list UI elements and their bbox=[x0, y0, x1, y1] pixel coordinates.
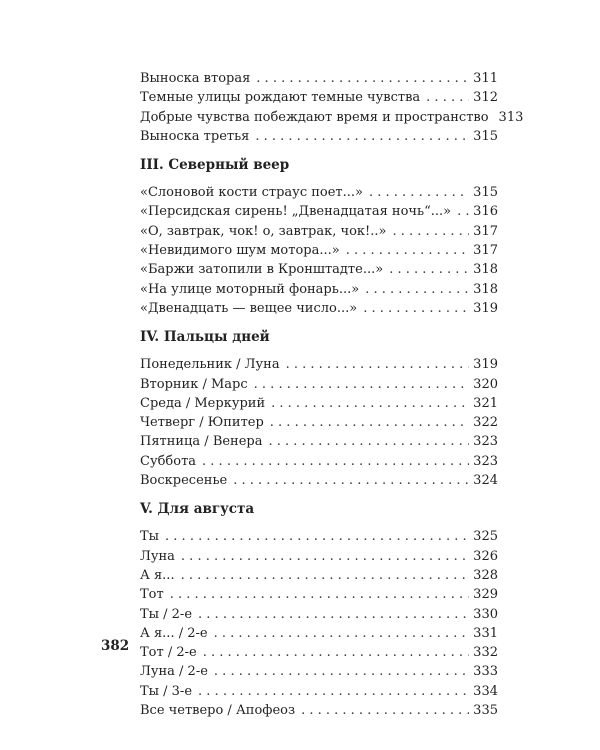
section-heading: V. Для августа bbox=[140, 501, 255, 518]
toc-entry bbox=[140, 202, 498, 221]
toc-entry bbox=[140, 394, 498, 413]
dot-leader bbox=[301, 701, 469, 720]
toc-entry bbox=[140, 413, 498, 432]
toc-entry bbox=[140, 471, 498, 490]
dot-leader bbox=[181, 547, 469, 566]
dot-leader bbox=[346, 241, 469, 260]
entry-title: Все четверо / Апофеоз bbox=[140, 703, 296, 719]
entry-page-number: 320 bbox=[473, 376, 498, 392]
entry-page-number: 335 bbox=[473, 703, 498, 719]
entry-title: «О, завтрак, чок! о, завтрак, чок!..» bbox=[140, 223, 387, 239]
entry-page-number: 330 bbox=[473, 606, 498, 622]
toc-entry bbox=[140, 452, 498, 471]
entry-page-number: 312 bbox=[473, 90, 498, 106]
entry-page-number: 323 bbox=[473, 434, 498, 450]
entry-title: «Персидская сирень! „Двенадцатая ночь“...» bbox=[140, 204, 452, 220]
entry-title: Суббота bbox=[140, 453, 197, 469]
dot-leader bbox=[271, 394, 469, 413]
entry-title: «Двенадцать — вещее число...» bbox=[140, 300, 358, 316]
entry-title: «Невидимого шум мотора...» bbox=[140, 243, 340, 259]
dot-leader bbox=[214, 662, 469, 681]
toc-section bbox=[140, 500, 498, 720]
dot-leader bbox=[181, 566, 470, 585]
page-number: 382 bbox=[101, 638, 130, 654]
toc-entry bbox=[140, 222, 498, 241]
entry-page-number: 315 bbox=[473, 185, 498, 201]
entry-page-number: 316 bbox=[473, 204, 498, 220]
entry-page-number: 311 bbox=[473, 71, 498, 86]
toc-entry bbox=[140, 127, 498, 146]
toc-entry bbox=[140, 280, 498, 299]
dot-leader bbox=[426, 88, 469, 107]
toc-entry bbox=[140, 662, 498, 681]
toc-entry bbox=[140, 547, 498, 566]
entry-title: Четверг / Юпитер bbox=[140, 415, 264, 431]
toc-entry bbox=[140, 605, 498, 624]
entry-page-number: 324 bbox=[473, 473, 498, 489]
toc-entry bbox=[140, 566, 498, 585]
toc-entry bbox=[140, 260, 498, 279]
dot-leader bbox=[270, 413, 469, 432]
dot-leader bbox=[198, 605, 469, 624]
entry-page-number: 331 bbox=[473, 625, 498, 641]
entry-title: «Баржи затопили в Кронштадте...» bbox=[140, 262, 384, 278]
entry-title: Добрые чувства побеждают время и пространство bbox=[140, 109, 489, 125]
toc-entry bbox=[140, 624, 498, 643]
dot-leader bbox=[202, 452, 469, 471]
entry-page-number: 318 bbox=[473, 262, 498, 278]
entry-title: Ты / 3-е bbox=[140, 683, 193, 699]
entry-page-number: 326 bbox=[473, 548, 498, 564]
entry-page-number: 317 bbox=[473, 243, 498, 259]
toc-entry bbox=[140, 527, 498, 546]
toc-entry bbox=[140, 69, 498, 88]
dot-leader bbox=[365, 280, 469, 299]
toc-entry bbox=[140, 88, 498, 107]
entry-title: «На улице моторный фонарь...» bbox=[140, 281, 360, 297]
entry-page-number: 323 bbox=[473, 453, 498, 469]
entry-title: Тот bbox=[140, 587, 164, 603]
dot-leader bbox=[170, 585, 469, 604]
toc-entry bbox=[140, 355, 498, 374]
toc-entry bbox=[140, 701, 498, 720]
dot-leader bbox=[269, 432, 470, 451]
table-of-contents bbox=[140, 69, 524, 720]
dot-leader bbox=[198, 682, 469, 701]
entry-title: Пятница / Венера bbox=[140, 434, 263, 450]
toc-entry bbox=[140, 108, 524, 127]
entry-title: Луна bbox=[140, 548, 175, 564]
dot-leader bbox=[214, 624, 470, 643]
entry-page-number: 315 bbox=[473, 128, 498, 144]
dot-leader bbox=[369, 183, 469, 202]
toc-entry bbox=[140, 241, 498, 260]
toc-entry bbox=[140, 432, 498, 451]
entry-title: А я... bbox=[140, 567, 175, 583]
toc-entry bbox=[140, 375, 498, 394]
dot-leader bbox=[363, 299, 469, 318]
dot-leader bbox=[256, 69, 469, 88]
dot-leader bbox=[203, 643, 469, 662]
toc-section bbox=[140, 69, 524, 146]
dot-leader bbox=[389, 260, 469, 279]
entry-title: Выноска вторая bbox=[140, 71, 251, 86]
section-heading: III. Северный веер bbox=[140, 157, 290, 174]
entry-page-number: 329 bbox=[473, 587, 498, 603]
toc-entry bbox=[140, 585, 498, 604]
entry-page-number: 319 bbox=[473, 357, 498, 373]
toc-entry bbox=[140, 299, 498, 318]
entry-title: Воскресенье bbox=[140, 473, 228, 489]
entry-title: А я... / 2-е bbox=[140, 625, 208, 641]
dot-leader bbox=[165, 527, 469, 546]
entry-title: Выноска третья bbox=[140, 128, 250, 144]
toc-entry bbox=[140, 183, 498, 202]
toc-entry bbox=[140, 682, 498, 701]
entry-title: Понедельник / Луна bbox=[140, 357, 280, 373]
toc-entry bbox=[140, 643, 498, 662]
entry-page-number: 332 bbox=[473, 645, 498, 661]
entry-page-number: 317 bbox=[473, 223, 498, 239]
dot-leader bbox=[393, 222, 470, 241]
entry-title: Вторник / Марс bbox=[140, 376, 248, 392]
entry-title: Среда / Меркурий bbox=[140, 395, 266, 411]
dot-leader bbox=[457, 202, 469, 221]
entry-title: Темные улицы рождают темные чувства bbox=[140, 90, 421, 106]
toc-section bbox=[140, 328, 498, 490]
entry-page-number: 313 bbox=[498, 109, 524, 125]
entry-page-number: 322 bbox=[473, 415, 498, 431]
dot-leader bbox=[254, 375, 470, 394]
entry-title: Тот / 2-е bbox=[140, 645, 197, 661]
entry-title: «Слоновой кости страус поет...» bbox=[140, 185, 363, 201]
entry-title: Ты / 2-е bbox=[140, 606, 193, 622]
entry-page-number: 318 bbox=[473, 281, 498, 297]
section-heading: IV. Пальцы дней bbox=[140, 329, 270, 346]
toc-section bbox=[140, 156, 498, 318]
dot-leader bbox=[255, 127, 469, 146]
entry-page-number: 325 bbox=[473, 529, 498, 545]
entry-page-number: 328 bbox=[473, 567, 498, 583]
entry-page-number: 319 bbox=[473, 300, 498, 316]
dot-leader bbox=[233, 471, 469, 490]
entry-page-number: 333 bbox=[473, 664, 498, 680]
entry-title: Луна / 2-е bbox=[140, 664, 208, 680]
entry-page-number: 321 bbox=[473, 395, 498, 411]
entry-title: Ты bbox=[140, 529, 160, 545]
dot-leader bbox=[286, 355, 470, 374]
entry-page-number: 334 bbox=[473, 683, 498, 699]
